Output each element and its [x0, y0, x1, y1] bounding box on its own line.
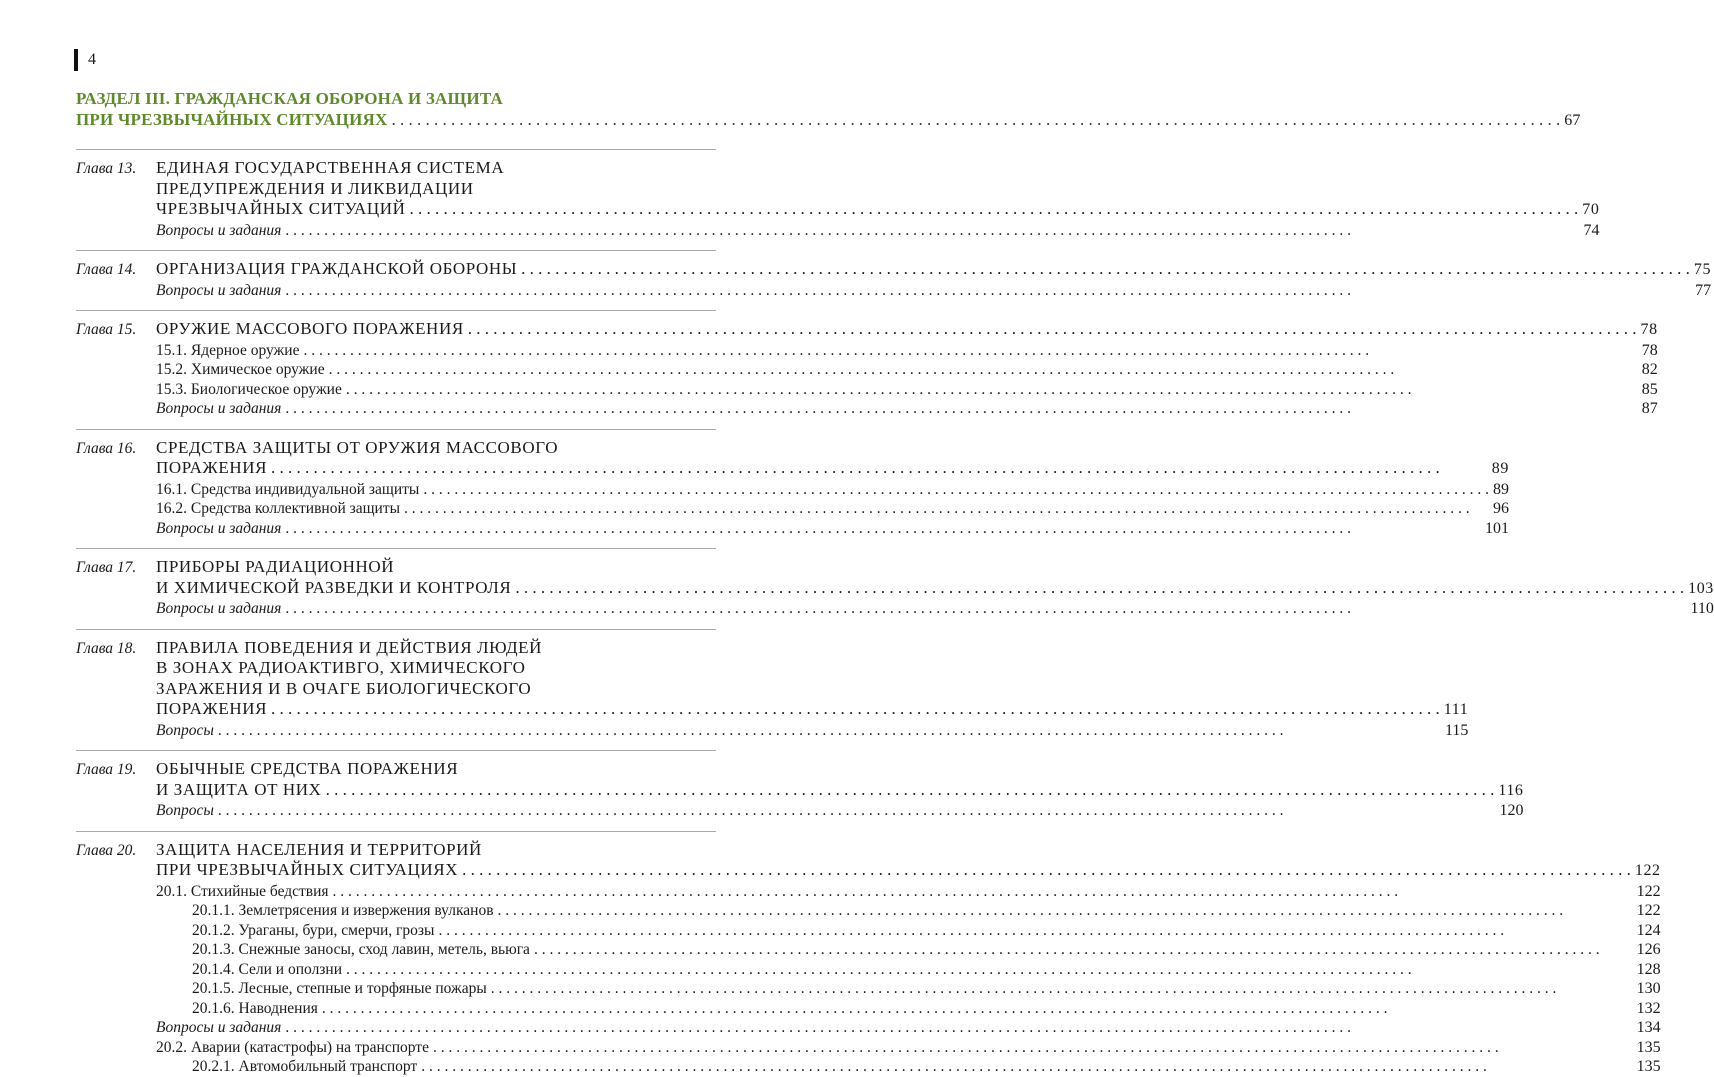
- chapter-title-line: ПРИ ЧРЕЗВЫЧАЙНЫХ СИТУАЦИЯХ: [156, 860, 459, 879]
- dot-leader: [322, 999, 1633, 1019]
- entry-title: Вопросы и задания: [156, 519, 282, 537]
- chapter-title-row: [156, 860, 1661, 882]
- chapter-title-row: [156, 578, 1714, 600]
- entry-page: 122: [1636, 882, 1661, 900]
- chapter-body: [156, 158, 1599, 240]
- toc-chapter[interactable]: [76, 831, 1661, 1077]
- dot-leader: [346, 380, 1638, 400]
- chapter-page: 103: [1688, 579, 1714, 597]
- toc-entry[interactable]: [156, 380, 1658, 400]
- toc-entry[interactable]: [156, 1057, 1661, 1077]
- entry-page: 122: [1636, 902, 1661, 919]
- section-heading[interactable]: [76, 88, 1581, 131]
- dot-leader: [423, 480, 1489, 500]
- entry-page: 135: [1636, 1058, 1661, 1075]
- chapter-title-line: ОРУЖИЕ МАССОВОГО ПОРАЖЕНИЯ: [156, 319, 464, 338]
- chapter-label: Глава 14.: [76, 261, 137, 278]
- dot-leader: [404, 499, 1489, 519]
- chapter-label: Глава 16.: [76, 439, 137, 457]
- chapter-title-line: В ЗОНАХ РАДИОАКТИВГО, ХИМИЧЕСКОГО: [156, 658, 526, 677]
- dot-leader: [218, 721, 1441, 741]
- chapter-body: [156, 438, 1509, 539]
- entry-page: 89: [1492, 480, 1509, 498]
- chapter-title-line: ЗАРАЖЕНИЯ И В ОЧАГЕ БИОЛОГИЧЕСКОГО: [156, 678, 532, 698]
- entry-page: 82: [1641, 361, 1658, 378]
- toc-entry[interactable]: [156, 801, 1524, 821]
- dot-leader: [410, 199, 1579, 220]
- chapter-body: [156, 259, 1711, 300]
- chapter-body: [156, 319, 1658, 419]
- dot-leader: [433, 1038, 1633, 1058]
- dot-leader: [326, 780, 1495, 801]
- entry-page: 126: [1636, 941, 1661, 958]
- entry-page: 120: [1499, 802, 1524, 819]
- chapter-title-line: СРЕДСТВА ЗАЩИТЫ ОТ ОРУЖИЯ МАССОВОГО: [156, 437, 559, 457]
- chapter-title-line: ПОРАЖЕНИЯ: [156, 458, 268, 477]
- dot-leader: [285, 399, 1637, 419]
- entry-page: 115: [1445, 721, 1469, 739]
- dot-leader: [285, 599, 1686, 619]
- chapter-body: [156, 638, 1468, 741]
- section-title-line1: РАЗДЕЛ III. ГРАЖДАНСКАЯ ОБОРОНА И ЗАЩИТА: [76, 89, 503, 108]
- entry-page: 134: [1636, 1019, 1661, 1036]
- toc-entry[interactable]: [156, 399, 1658, 419]
- dot-leader: [468, 319, 1637, 340]
- dot-leader: [333, 882, 1633, 902]
- entry-title: 20.1.1. Землетрясения и извержения вулканов: [192, 902, 494, 919]
- page-number: 4: [88, 51, 96, 68]
- entry-title: 15.2. Химическое оружие: [156, 361, 325, 378]
- chapter-list: [76, 149, 1714, 1077]
- toc-entry[interactable]: [156, 979, 1661, 999]
- section-title-line2: ПРИ ЧРЕЗВЫЧАЙНЫХ СИТУАЦИЯХ: [76, 110, 388, 129]
- entry-page: 87: [1641, 400, 1658, 417]
- dot-leader: [534, 940, 1633, 960]
- chapter-body: [156, 759, 1524, 821]
- entry-title: Вопросы и задания: [156, 1019, 282, 1036]
- dot-leader: [491, 979, 1633, 999]
- dot-leader: [285, 519, 1481, 539]
- chapter-title-row: [156, 699, 1468, 721]
- entry-title: 20.1.3. Снежные заносы, сход лавин, метель, вьюга: [192, 941, 530, 958]
- chapter-title-line: ПОРАЖЕНИЯ: [156, 699, 268, 718]
- section-title-row: [76, 109, 1581, 131]
- dot-leader: [285, 221, 1579, 241]
- margin-marker: [74, 49, 78, 71]
- entry-title: Вопросы и задания: [156, 400, 282, 417]
- entry-page: 78: [1641, 341, 1658, 359]
- chapter-page: 122: [1634, 862, 1661, 879]
- toc-chapter[interactable]: [76, 750, 1524, 821]
- chapter-title-line: ЗАЩИТА НАСЕЛЕНИЯ И ТЕРРИТОРИЙ: [156, 839, 482, 859]
- dot-leader: [285, 1018, 1632, 1038]
- chapter-title-line: ОБЫЧНЫЕ СРЕДСТВА ПОРАЖЕНИЯ: [156, 759, 459, 778]
- dot-leader: [271, 458, 1488, 479]
- entry-title: 20.1. Стихийные бедствия: [156, 882, 329, 900]
- chapter-title-row: [156, 199, 1599, 221]
- toc-entry[interactable]: [156, 960, 1661, 980]
- toc-entry[interactable]: [156, 341, 1658, 361]
- toc-chapter[interactable]: [76, 629, 1469, 741]
- entry-title: 15.1. Ядерное оружие: [156, 341, 300, 359]
- dot-leader: [521, 259, 1690, 280]
- toc-chapter[interactable]: [76, 310, 1658, 419]
- dot-leader: [498, 901, 1633, 921]
- chapter-title-line: ПРАВИЛА ПОВЕДЕНИЯ И ДЕЙСТВИЯ ЛЮДЕЙ: [156, 637, 542, 657]
- entry-page: 135: [1636, 1038, 1661, 1056]
- toc-entry[interactable]: [156, 221, 1599, 241]
- chapter-title-line: ОРГАНИЗАЦИЯ ГРАЖДАНСКОЙ ОБОРОНЫ: [156, 259, 518, 278]
- toc-entry[interactable]: [156, 499, 1509, 519]
- toc-chapter[interactable]: [76, 548, 1714, 619]
- entry-title: Вопросы и задания: [156, 221, 282, 239]
- entry-title: 16.1. Средства индивидуальной защиты: [156, 480, 420, 498]
- chapter-page: 111: [1443, 701, 1469, 718]
- table-of-contents: [76, 88, 1714, 1077]
- chapter-title-row: [156, 319, 1658, 341]
- chapter-page: 116: [1498, 781, 1524, 799]
- chapter-label: Глава 18.: [76, 639, 137, 657]
- dot-leader: [391, 109, 1560, 130]
- toc-chapter[interactable]: [76, 429, 1509, 539]
- chapter-label: Глава 17.: [76, 559, 137, 576]
- entry-page: 101: [1484, 519, 1509, 537]
- toc-entry[interactable]: [156, 281, 1711, 301]
- chapter-body: [156, 557, 1714, 619]
- toc-entry[interactable]: [156, 519, 1509, 539]
- entry-title: Вопросы и задания: [156, 281, 282, 299]
- entry-page: 77: [1695, 281, 1712, 299]
- toc-entry[interactable]: [156, 599, 1714, 619]
- toc-chapter[interactable]: [76, 149, 1600, 240]
- entry-page: 132: [1636, 999, 1661, 1017]
- entry-title: Вопросы: [156, 802, 214, 819]
- chapter-title-row: [156, 780, 1524, 802]
- entry-title: 20.2. Аварии (катастрофы) на транспорте: [156, 1038, 429, 1056]
- entry-title: 20.2.1. Автомобильный транспорт: [192, 1058, 418, 1075]
- chapter-title-line: ПРЕДУПРЕЖДЕНИЯ И ЛИКВИДАЦИИ: [156, 178, 474, 198]
- entry-page: 130: [1636, 980, 1661, 997]
- entry-title: 20.1.5. Лесные, степные и торфяные пожары: [192, 980, 487, 997]
- section-page: 67: [1564, 112, 1581, 129]
- dot-leader: [285, 281, 1691, 301]
- chapter-title-line: ПРИБОРЫ РАДИАЦИОННОЙ: [156, 557, 395, 576]
- toc-entry[interactable]: [156, 901, 1661, 921]
- toc-entry[interactable]: [156, 921, 1661, 941]
- chapter-title-line: И ЗАЩИТА ОТ НИХ: [156, 779, 322, 799]
- chapter-title-line: И ХИМИЧЕСКОЙ РАЗВЕДКИ И КОНТРОЛЯ: [156, 577, 512, 597]
- chapter-label: Глава 13.: [76, 160, 137, 177]
- toc-entry[interactable]: [156, 1018, 1661, 1038]
- entry-title: 20.1.6. Наводнения: [192, 999, 318, 1017]
- chapter-page: 78: [1640, 321, 1658, 338]
- toc-entry[interactable]: [156, 882, 1661, 902]
- entry-page: 74: [1583, 221, 1600, 239]
- chapter-page: 70: [1582, 201, 1600, 218]
- dot-leader: [462, 860, 1631, 881]
- entry-title: Вопросы и задания: [156, 600, 282, 617]
- dot-leader: [421, 1057, 1632, 1077]
- entry-title: 15.3. Биологическое оружие: [156, 380, 342, 398]
- dot-leader: [271, 699, 1440, 720]
- dot-leader: [438, 921, 1632, 941]
- entry-page: 85: [1641, 380, 1658, 398]
- entry-title: Вопросы: [156, 721, 214, 739]
- toc-entry[interactable]: [156, 360, 1658, 380]
- entry-page: 128: [1636, 960, 1661, 978]
- toc-entry[interactable]: [156, 999, 1661, 1019]
- page-header: [74, 48, 96, 72]
- chapter-label: Глава 20.: [76, 841, 137, 859]
- entry-page: 96: [1492, 500, 1509, 517]
- dot-leader: [329, 360, 1638, 380]
- chapter-label: Глава 19.: [76, 761, 137, 778]
- chapter-page: 75: [1693, 261, 1712, 278]
- entry-page: 110: [1690, 600, 1714, 617]
- chapter-title-line: ЧРЕЗВЫЧАЙНЫХ СИТУАЦИЙ: [156, 199, 406, 218]
- dot-leader: [346, 960, 1633, 980]
- toc-entry[interactable]: [156, 1038, 1661, 1058]
- entry-title: 20.1.4. Сели и оползни: [192, 960, 343, 978]
- chapter-page: 89: [1491, 460, 1509, 477]
- dot-leader: [218, 801, 1496, 821]
- chapter-label: Глава 15.: [76, 321, 137, 338]
- dot-leader: [515, 578, 1684, 599]
- entry-page: 124: [1636, 921, 1661, 939]
- toc-entry[interactable]: [156, 480, 1509, 500]
- entry-title: 20.1.2. Ураганы, бури, смерчи, грозы: [192, 921, 435, 939]
- chapter-body: [156, 840, 1661, 1077]
- chapter-title-line: ЕДИНАЯ ГОСУДАРСТВЕННАЯ СИСТЕМА: [156, 158, 505, 177]
- entry-title: 16.2. Средства коллективной защиты: [156, 500, 401, 517]
- toc-chapter[interactable]: [76, 250, 1712, 300]
- chapter-title-row: [156, 458, 1509, 480]
- toc-entry[interactable]: [156, 940, 1661, 960]
- toc-entry[interactable]: [156, 721, 1468, 741]
- chapter-title-row: [156, 259, 1711, 281]
- dot-leader: [303, 341, 1637, 361]
